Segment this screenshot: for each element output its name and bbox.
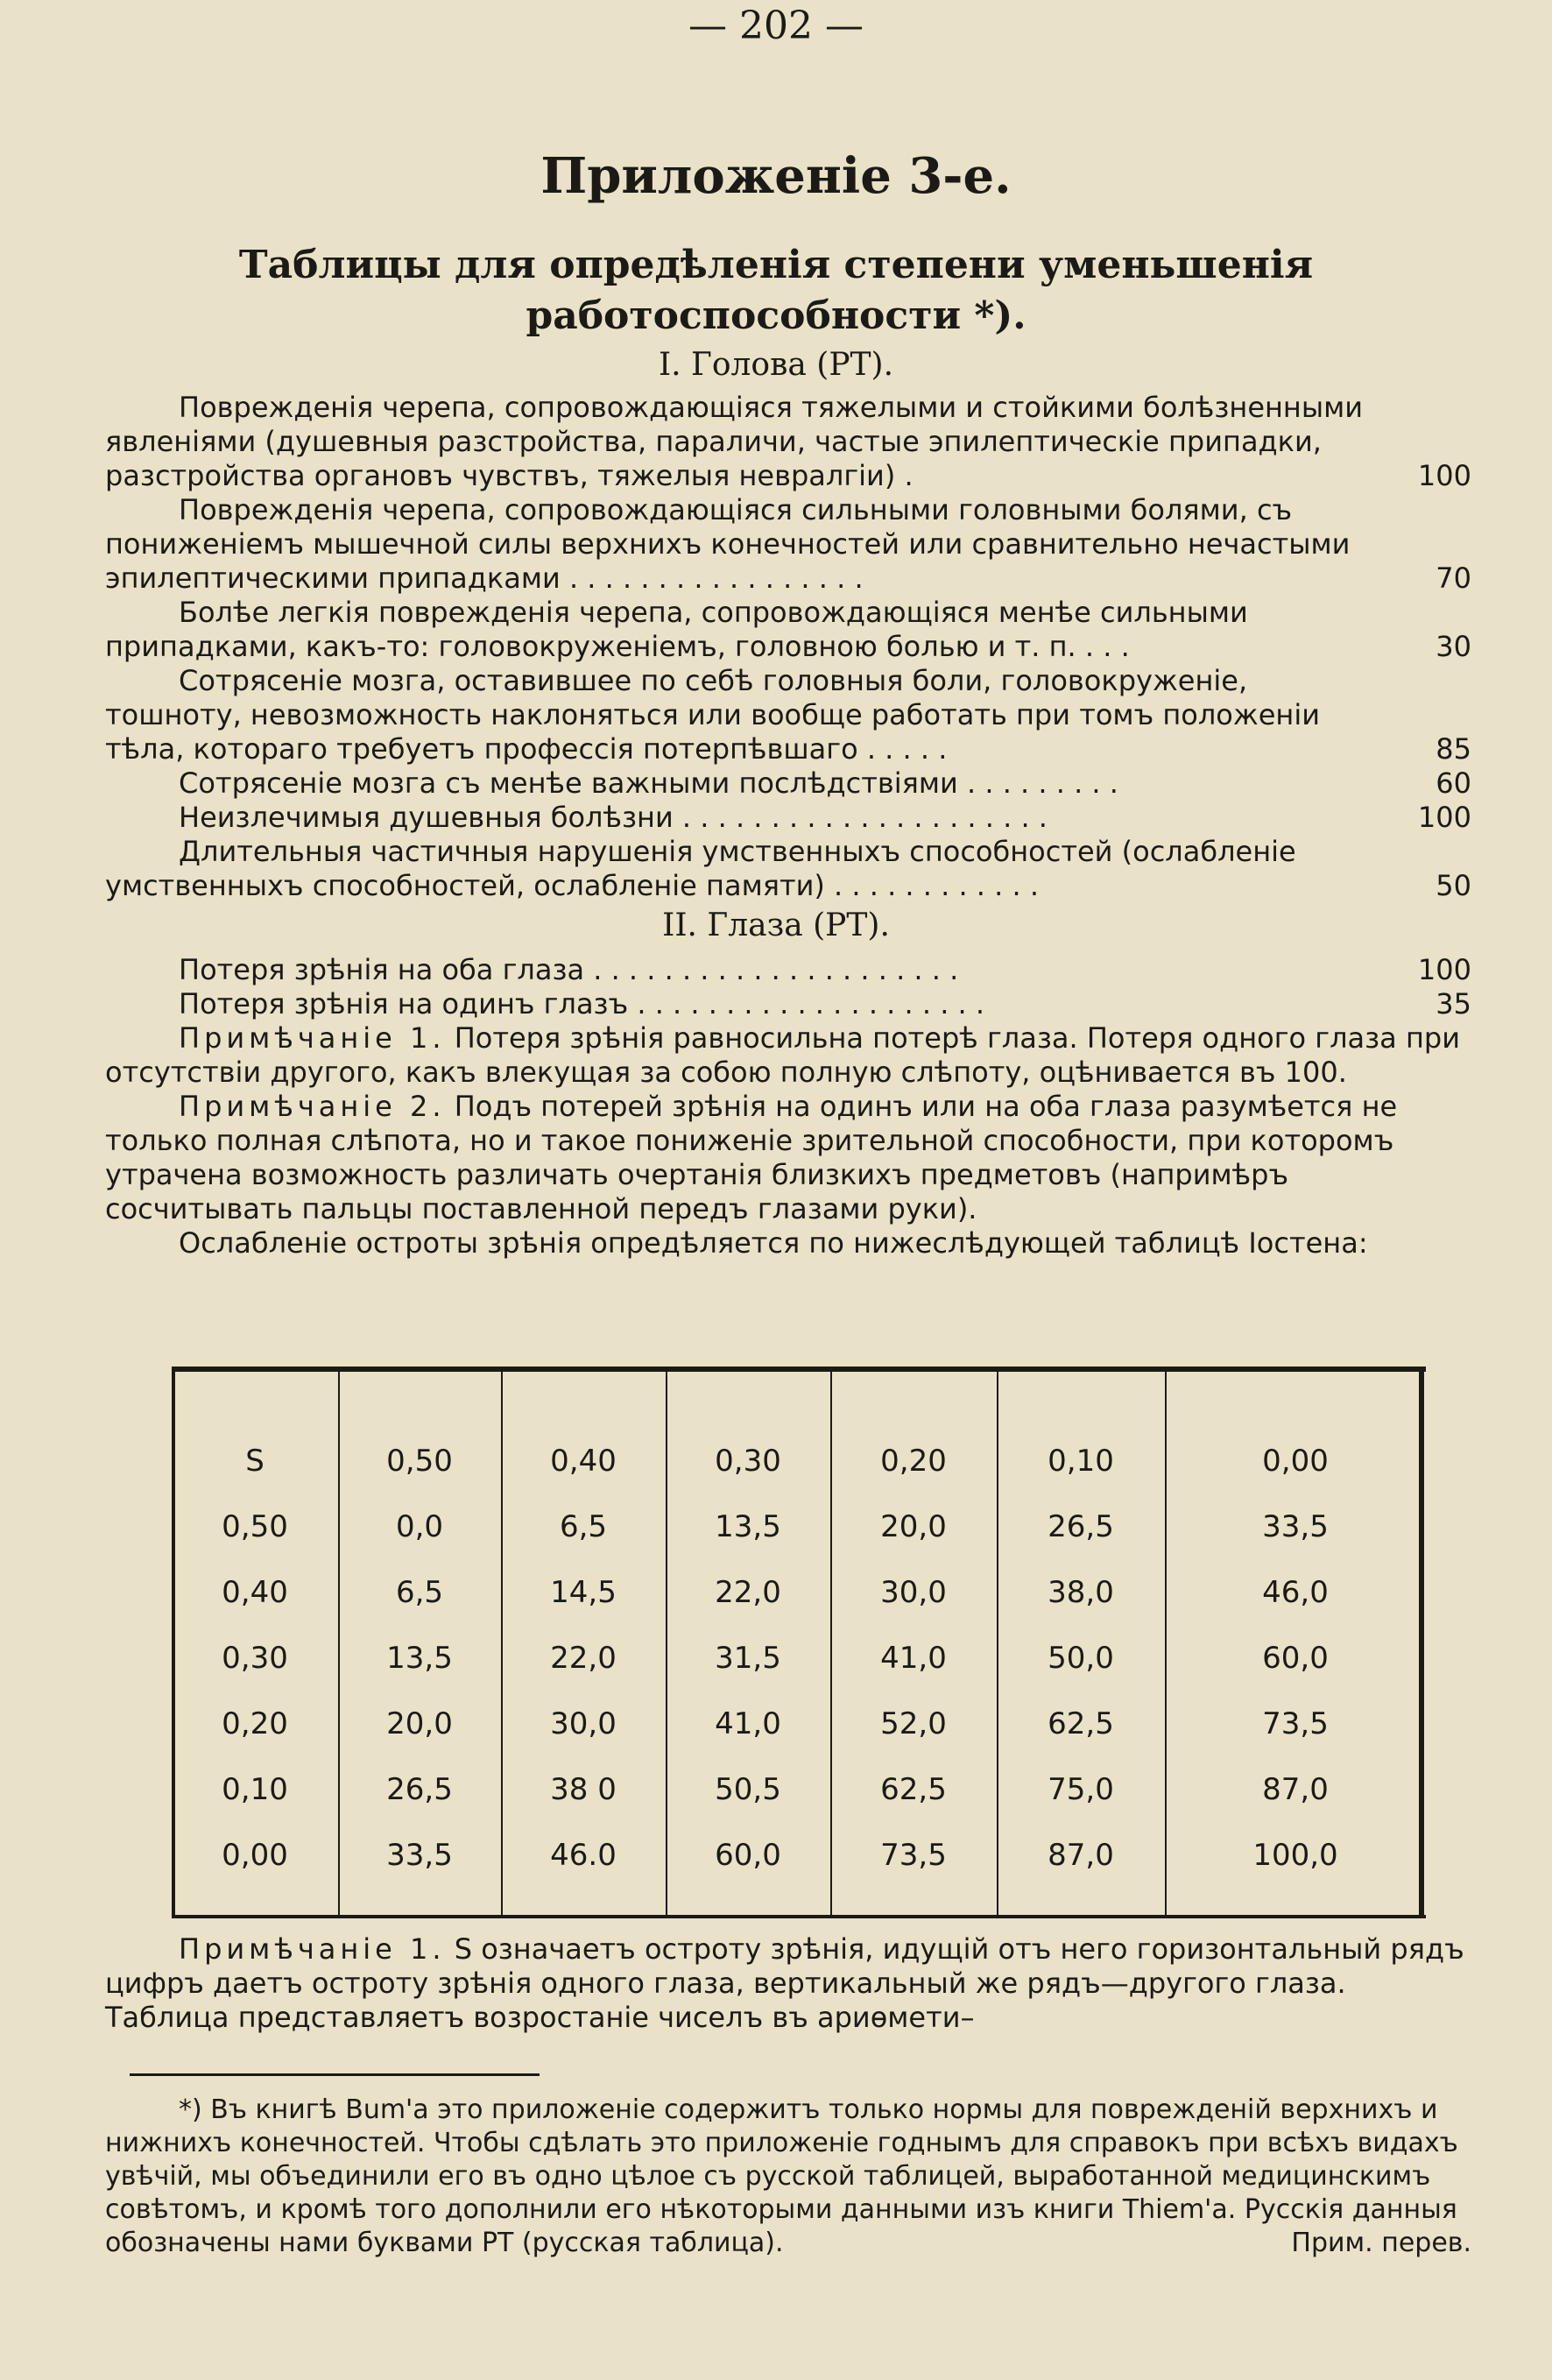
entry-value: 100 xyxy=(1417,801,1471,834)
entry-row xyxy=(105,596,1471,664)
page-number: — 202 — xyxy=(688,4,864,48)
entry-value: 100 xyxy=(1417,953,1471,986)
table-cell: 14,5 xyxy=(550,1574,617,1610)
entry-row xyxy=(105,801,1471,835)
entry-row xyxy=(105,493,1471,596)
entry-row xyxy=(105,987,1471,1021)
table-body xyxy=(172,1428,1426,1888)
section-heading-head: I. Голова (РТ). xyxy=(658,347,894,383)
entry-text: Поврежденія черепа, сопровождающіяся сильными головными болями, съ пониженіемъ мышечной силы верхнихъ конечностей или сравнительно нечастыми эпилептическими припадками . . . . . . . . . . . . . . . . . xyxy=(105,493,1351,595)
table-cell: 0,20 xyxy=(880,1443,947,1479)
table-cell: 60,0 xyxy=(1262,1640,1329,1676)
table-cell: 73,5 xyxy=(880,1837,947,1873)
table-cell: 41,0 xyxy=(715,1706,781,1741)
note-text: Подъ потерей зрѣнія на одинъ или на оба глаза разумѣется не только полная слѣпота, но и такое пониженіе зрительной способности, при которомъ утрачена возможность различать очертанія близкихъ предметовъ (напримѣръ сосчитывать пальцы поставленной передъ глазами руки). xyxy=(105,1090,1398,1225)
entry-value: 30 xyxy=(1436,630,1471,663)
table-cell: 41,0 xyxy=(880,1640,947,1676)
entry-row xyxy=(105,835,1471,903)
footnote xyxy=(105,2094,1471,2260)
table-cell: 62,5 xyxy=(1048,1706,1114,1741)
table-cell: 31,5 xyxy=(715,1640,781,1676)
table-cell: 0,00 xyxy=(222,1837,288,1873)
note-1 xyxy=(105,1021,1471,1090)
table-cell: 13,5 xyxy=(386,1640,453,1676)
table-row xyxy=(172,1494,1426,1559)
table-cell: 0,0 xyxy=(395,1508,444,1544)
entry-text: Поврежденія черепа, сопровождающіяся тяжелыми и стойкими болѣзненными явленіями (душевныя разстройства, параличи, частые эпилептическіе припадки, разстройства органовъ чувствъ, тяжелыя невралгіи) . xyxy=(105,391,1364,492)
appendix-title: Приложенiе 3-е. xyxy=(540,147,1012,205)
table-cell: 60,0 xyxy=(715,1837,781,1873)
footnote-text: *) Въ книгѣ Bum'а это приложеніе содержитъ только нормы для поврежденій верхнихъ и нижнихъ конечностей. Чтобы сдѣлать это приложеніе годнымъ для справокъ при всѣхъ видахъ увѣчій, мы объединили его въ одно цѣлое съ русской таблицей, выработанной медицинскимъ совѣтомъ, и кромѣ того дополнили его нѣкоторыми данными изъ книги Thiem'а. Русскія данныя обозначены нами буквами РТ (русская таблица). xyxy=(105,2094,1458,2258)
table-cell: 0,10 xyxy=(1048,1443,1114,1479)
table-cell: 0,10 xyxy=(222,1771,288,1807)
entry-value: 60 xyxy=(1436,766,1471,800)
table-cell: 20,0 xyxy=(880,1508,947,1544)
note-text: S означаетъ остроту зрѣнія, идущій отъ него горизонтальный рядъ цифръ даетъ остроту зрѣнія одного глаза, вертикальный же рядъ—другого глаза. Таблица представляетъ возростаніе чиселъ въ ариѳмети– xyxy=(105,1932,1464,2034)
table-row xyxy=(172,1822,1426,1888)
entry-text: Сотрясеніе мозга съ менѣе важными послѣдствіями . . . . . . . . . xyxy=(179,766,1118,800)
table-cell: 30,0 xyxy=(550,1706,617,1741)
table-intro: Ослабленіе остроты зрѣнія опредѣляется по нижеслѣдующей таблицѣ Іостена: xyxy=(179,1226,1368,1260)
section-heading-eyes: II. Глаза (РТ). xyxy=(662,908,890,943)
table-note-paragraph xyxy=(105,1932,1471,2035)
entry-row xyxy=(105,953,1471,987)
section-head-body xyxy=(105,391,1471,903)
table-cell: 50,5 xyxy=(715,1771,781,1807)
table-cell: 38,0 xyxy=(1048,1574,1114,1610)
table-cell: 33,5 xyxy=(386,1837,453,1873)
table-note xyxy=(105,1932,1471,2035)
entry-text: Потеря зрѣнія на одинъ глазъ . . . . . . . . . . . . . . . . . . . . xyxy=(179,987,985,1021)
table-cell: 6,5 xyxy=(395,1574,444,1610)
entry-text: Сотрясеніе мозга, оставившее по себѣ головныя боли, головокруженіе, тошноту, невозможность наклоняться или вообще работать при томъ положеніи тѣла, котораго требуетъ профессія потерпѣвшаго . . . . . xyxy=(105,664,1320,766)
table-cell: 46.0 xyxy=(550,1837,617,1873)
entry-value: 70 xyxy=(1436,561,1471,595)
table-top-rule xyxy=(172,1367,1426,1372)
table-cell: 33,5 xyxy=(1262,1508,1329,1544)
table-cell: 46,0 xyxy=(1262,1574,1329,1610)
entry-text: Потеря зрѣнія на оба глаза . . . . . . . . . . . . . . . . . . . . . xyxy=(179,953,959,986)
entry-row xyxy=(105,664,1471,766)
table-cell: 0,50 xyxy=(386,1443,453,1479)
section-eyes-body xyxy=(105,953,1471,1261)
table-cell: 26,5 xyxy=(1048,1508,1114,1544)
jost-table-grid xyxy=(172,1428,1426,1888)
entry-text: Болѣе легкія поврежденія черепа, сопровождающіяся менѣе сильными припадками, какъ-то: головокруженіемъ, головною болью и т. п. . . . xyxy=(105,596,1248,663)
entry-value: 50 xyxy=(1436,869,1471,902)
table-cell: 62,5 xyxy=(880,1771,947,1807)
table-bottom-rule xyxy=(172,1915,1426,1918)
note-label: Примѣчаніе 1. xyxy=(179,1932,446,1966)
table-cell: 20,0 xyxy=(386,1706,453,1741)
table-cell: 100,0 xyxy=(1252,1837,1338,1873)
table-cell: 22,0 xyxy=(715,1574,781,1610)
table-cell: 52,0 xyxy=(880,1706,947,1741)
table-cell: 73,5 xyxy=(1262,1706,1329,1741)
entry-text: Длительныя частичныя нарушенія умственныхъ способностей (ослабленіе умственныхъ способностей, ослабленіе памяти) . . . . . . . . . . . . xyxy=(105,835,1296,902)
table-cell: 0,40 xyxy=(550,1443,617,1479)
table-cell: 87,0 xyxy=(1048,1837,1114,1873)
jost-table xyxy=(172,1367,1426,1918)
table-cell: 87,0 xyxy=(1262,1771,1329,1807)
entry-value: 100 xyxy=(1417,459,1471,492)
table-cell: 0,00 xyxy=(1262,1443,1329,1479)
table-cell: 0,50 xyxy=(222,1508,288,1544)
table-cell: 0,40 xyxy=(222,1574,288,1610)
table-row xyxy=(172,1691,1426,1756)
table-cell: 0,30 xyxy=(715,1443,781,1479)
note-label: Примѣчаніе 2. xyxy=(179,1090,446,1123)
table-cell: 13,5 xyxy=(715,1508,781,1544)
table-cell: S xyxy=(245,1443,265,1479)
entry-value: 85 xyxy=(1436,732,1471,766)
table-cell: 26,5 xyxy=(386,1771,453,1807)
table-row xyxy=(172,1756,1426,1822)
entry-row xyxy=(105,766,1471,801)
note-2 xyxy=(105,1090,1471,1226)
table-cell: 50,0 xyxy=(1048,1640,1114,1676)
table-header-row xyxy=(172,1428,1426,1494)
table-cell: 22,0 xyxy=(550,1640,617,1676)
note-text: Потеря зрѣнія равносильна потерѣ глаза. Потеря одного глаза при отсутствіи другого, какъ влекущая за собою полную слѣпоту, оцѣнивается въ 100. xyxy=(105,1021,1460,1089)
entry-value: 35 xyxy=(1436,987,1471,1021)
footnote-rule xyxy=(130,2073,540,2076)
table-cell: 0,20 xyxy=(222,1706,288,1741)
table-cell: 30,0 xyxy=(880,1574,947,1610)
table-cell: 38 0 xyxy=(550,1771,617,1807)
table-cell: 0,30 xyxy=(222,1640,288,1676)
appendix-subtitle: Таблицы для опредѣленія степени уменьшенія работоспособности *). xyxy=(238,243,1314,338)
table-cell: 6,5 xyxy=(559,1508,608,1544)
entry-text: Неизлечимыя душевныя болѣзни . . . . . . . . . . . . . . . . . . . . . xyxy=(179,801,1048,834)
table-cell: 75,0 xyxy=(1048,1771,1114,1807)
footnote-signature: Прим. перев. xyxy=(1291,2228,1471,2258)
note-label: Примѣчаніе 1. xyxy=(179,1021,446,1055)
table-row xyxy=(172,1625,1426,1691)
table-row xyxy=(172,1559,1426,1625)
entry-row xyxy=(105,391,1471,493)
